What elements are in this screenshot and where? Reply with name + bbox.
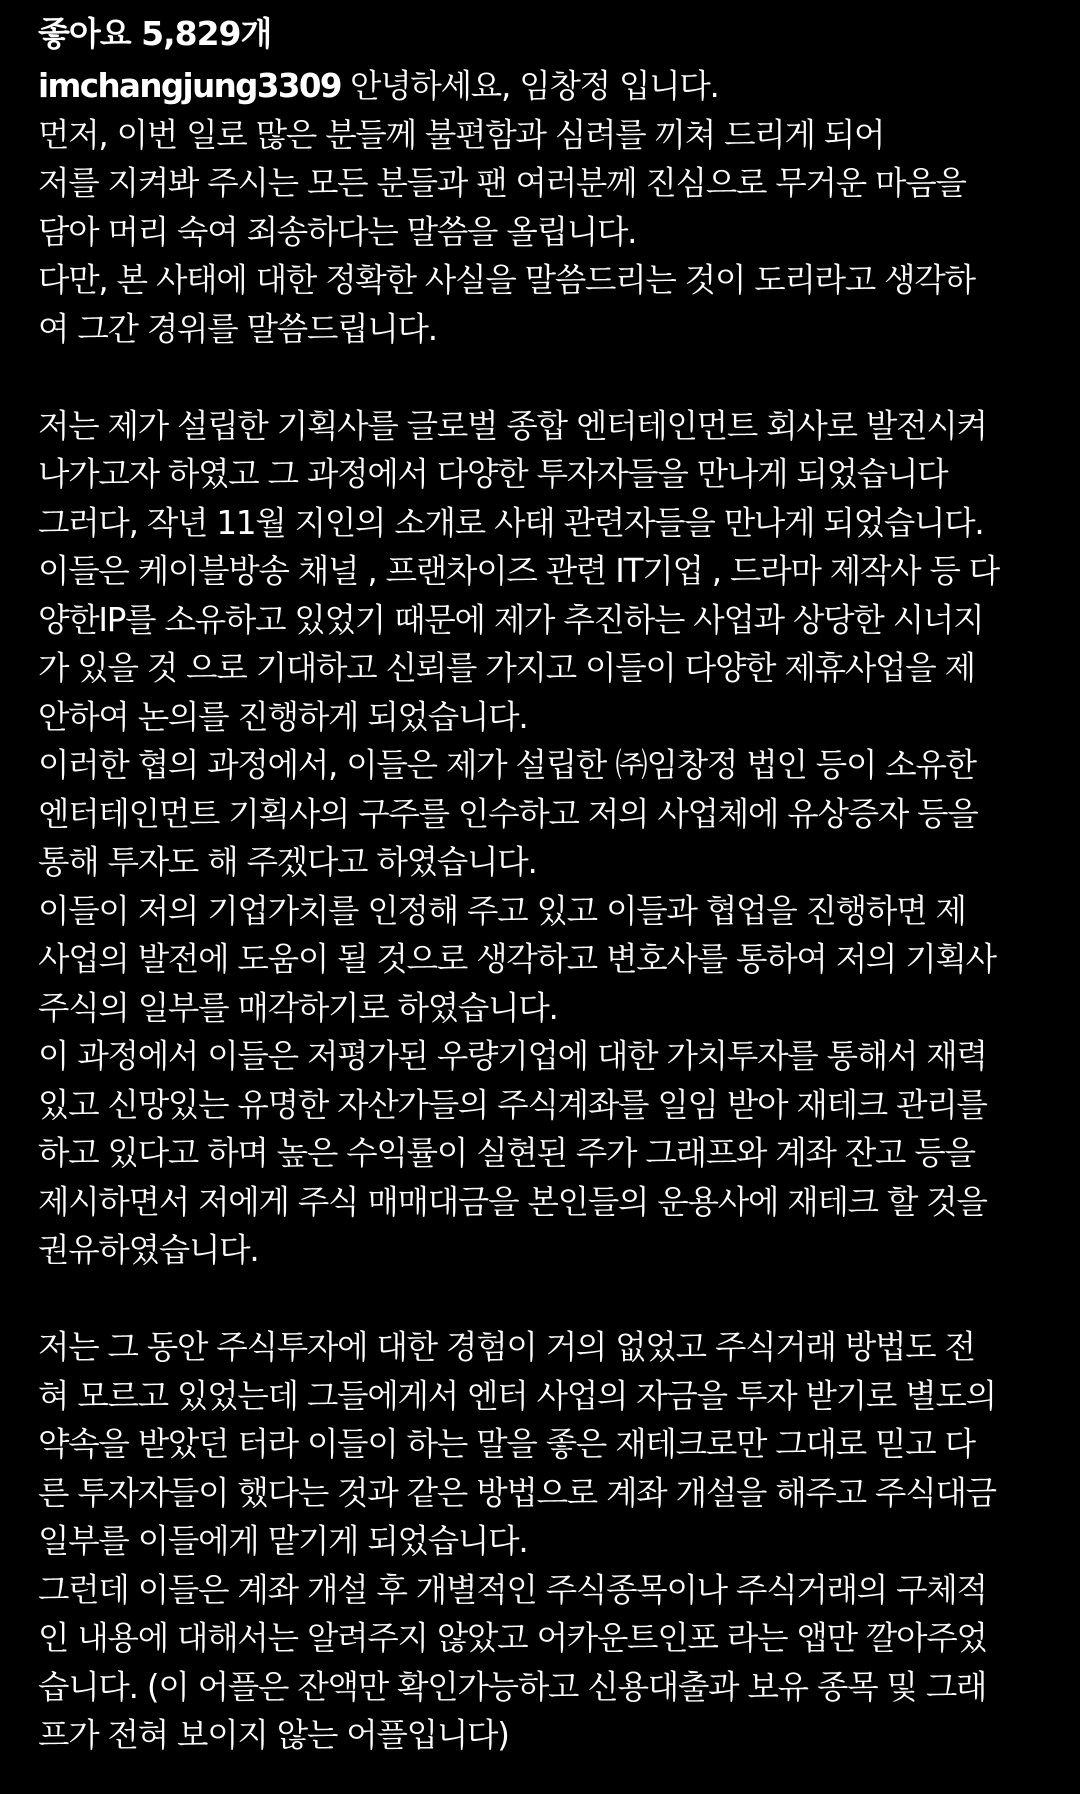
caption-line: 이러한 협의 과정에서, 이들은 제가 설립한 ㈜임창정 법인 등이 소유한 (38, 746, 976, 784)
caption-line: 사업의 발전에 도움이 될 것으로 생각하고 변호사를 통하여 저의 기획사 (38, 940, 996, 978)
caption-line: 먼저, 이번 일로 많은 분들께 불편함과 심려를 끼쳐 드리게 되어 (38, 115, 885, 154)
caption-line: 그러다, 작년 11월 지인의 소개로 사태 관련자들을 만나게 되었습니다. (38, 503, 984, 542)
caption-line: 그런데 이들은 계좌 개설 후 개별적인 주식종목이나 주식거래의 구체적 (38, 1570, 987, 1609)
paragraph-break (38, 353, 1044, 402)
caption-line: 엔터테인먼트 기획사의 구주를 인수하고 저의 사업체에 유상증자 등을 (38, 794, 978, 833)
greeting-text: 안녕하세요, 임창정 입니다. (340, 67, 719, 105)
username-link[interactable]: imchangjung3309 (38, 67, 341, 105)
caption-line: 이들은 케이블방송 채널 , 프랜차이즈 관련 IT기업 , 드라마 제작사 등 다 (38, 552, 1000, 590)
caption-line: 저를 지켜봐 주시는 모든 분들과 팬 여러분께 진심으로 무거운 마음을 (38, 164, 966, 202)
caption-line: 습니다. (이 어플은 잔액만 확인가능하고 신용대출과 보유 종목 및 그래 (38, 1667, 987, 1706)
caption-line: 통해 투자도 해 주겠다고 하였습니다. (38, 843, 537, 881)
caption-line: 가 있을 것 으로 기대하고 신뢰를 가지고 이들이 다양한 제휴사업을 제 (38, 649, 975, 687)
caption-line: 나가고자 하였고 그 과정에서 다양한 투자자들을 만나게 되었습니다 (38, 455, 948, 493)
caption-line: 저는 그 동안 주식투자에 대한 경험이 거의 없었고 주식거래 방법도 전 (38, 1328, 975, 1366)
caption-line: 프가 전혀 보이지 않는 어플입니다) (38, 1716, 509, 1754)
paragraph-break (38, 1275, 1044, 1324)
caption-line: 른 투자자들이 했다는 것과 같은 방법으로 계좌 개설을 해주고 주식대금 (38, 1473, 996, 1512)
caption-line: 제시하면서 저에게 주식 매매대금을 본인들의 운용사에 재테크 할 것을 (38, 1182, 987, 1221)
caption-line: 혀 모르고 있었는데 그들에게서 엔터 사업의 자금을 투자 받기로 별도의 (38, 1376, 996, 1415)
caption-line: 이들이 저의 기업가치를 인정해 주고 있고 이들과 협업을 진행하면 제 (38, 891, 966, 930)
caption-line: 하고 있다고 하며 높은 수익률이 실현된 주가 그래프와 계좌 잔고 등을 (38, 1134, 975, 1172)
caption-line: 담아 머리 숙여 죄송하다는 말씀을 올립니다. (38, 212, 637, 251)
caption-line: 양한IP를 소유하고 있었기 때문에 제가 추진하는 사업과 상당한 시너지 (38, 600, 984, 639)
likes-count[interactable]: 좋아요 5,829개 (38, 14, 272, 53)
caption-line: 인 내용에 대해서는 알려주지 않았고 어카운트인포 라는 앱만 깔아주었 (38, 1619, 987, 1657)
caption-line: 일부를 이들에게 맡기게 되었습니다. (38, 1522, 528, 1560)
caption-line: 여 그간 경위를 말씀드립니다. (38, 309, 437, 348)
caption-line: 권유하였습니다. (38, 1231, 259, 1269)
caption-line: 다만, 본 사태에 대한 정확한 사실을 말씀드리는 것이 도리라고 생각하 (38, 261, 975, 299)
caption-line: 저는 제가 설립한 기획사를 글로벌 종합 엔터테인먼트 회사로 발전시켜 (38, 406, 987, 445)
caption-line: 주식의 일부를 매각하기로 하였습니다. (38, 988, 558, 1027)
caption-line: 약속을 받았던 터라 이들이 하는 말을 좋은 재테크로만 그대로 믿고 다 (38, 1425, 975, 1463)
caption-first-line (38, 62, 1044, 111)
caption-line: 있고 신망있는 유명한 자산가들의 주식계좌를 일임 받아 재테크 관리를 (38, 1085, 987, 1124)
caption-line: 이 과정에서 이들은 저평가된 우량기업에 대한 가치투자를 통해서 재력 (38, 1037, 987, 1075)
caption-line: 안하여 논의를 진행하게 되었습니다. (38, 697, 528, 736)
